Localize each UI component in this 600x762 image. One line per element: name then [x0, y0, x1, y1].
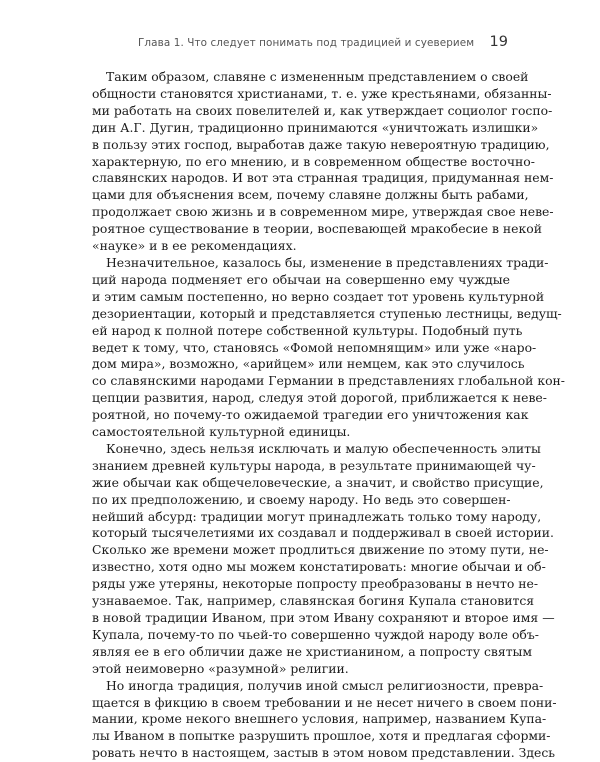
text-line: самостоятельной культурной единицы. [92, 424, 351, 440]
text-line: продолжает свою жизнь и в современном мире, утверждая свое неве- [92, 204, 554, 220]
text-line: в пользу этих господ, выработав даже такую невероятную традицию, [92, 136, 550, 152]
text-line: роятное существование в теории, воспевающей мракобесие в некой [92, 221, 542, 237]
paragraph [92, 69, 554, 255]
text-line: цами для объяснения всем, почему славяне должны быть рабами, [92, 187, 529, 203]
text-line: цепции развития, народ, следуя этой дорогой, приближается к неве- [92, 390, 547, 406]
text-line: ей народ к полной потере собственной культуры. Подобный путь [92, 322, 523, 338]
text-line: и этим самым постепенно, но верно создает тот уровень культурной [92, 288, 545, 304]
text-line: Таким образом, славяне с измененным представлением о своей [106, 69, 529, 84]
text-line: Конечно, здесь нельзя исключать и малую обеспеченность элиты [106, 440, 541, 456]
text-line: со славянскими народами Германии в представлениях глобальной кон- [92, 373, 565, 389]
text-line: мании, кроме некого внешнего условия, например, названием Купа- [92, 711, 547, 727]
text-line: ций народа подменяет его обычаи на совершенно ему чуждые [92, 271, 510, 287]
text-line: «науке» и в ее рекомендациях. [92, 238, 297, 254]
text-line: характерную, по его мнению, и в современном обществе восточно- [92, 153, 535, 169]
text-line: ряды уже утеряны, некоторые попросту преобразованы в нечто не- [92, 576, 539, 592]
text-line: ведет к тому, что, становясь «Фомой непомнящим» или уже «наро- [92, 339, 537, 355]
text-line: этой неимоверно «разумной» религии. [92, 660, 349, 676]
chapter-title: Глава 1. Что следует понимать под традицией и суеверием [138, 37, 475, 49]
text-line: роятной, но почему-то ожидаемой трагедии его уничтожения как [92, 407, 529, 423]
text-line: жие обычаи как общечеловеческие, а значит, и свойство присущие, [92, 474, 544, 490]
text-line: лы Иваном в попытке разрушить прошлое, хотя и предлагая сформи- [92, 728, 551, 744]
text-line: Незначительное, казалось бы, изменение в представлениях тради- [106, 254, 549, 270]
text-line: который тысячелетиями их создавал и поддерживал в своей истории. [92, 525, 554, 541]
text-line: узнаваемое. Так, например, славянская богиня Купала становится [92, 593, 535, 609]
text-line: дезориентации, который и представляется ступенью лестницы, ведущ- [92, 305, 562, 321]
text-line: в новой традиции Иваном, при этом Ивану сохраняют и второе имя — [92, 610, 555, 625]
text-line: знанием древней культуры народа, в результате принимающей чу- [92, 457, 536, 473]
text-line: дом мира», возможно, «арийцем» или немцем, как это случилось [92, 356, 525, 372]
text-line: известно, хотя одно мы можем констатировать: многие обычаи и об- [92, 559, 546, 575]
text-line: щается в фикцию в своем требовании и не несет ничего в своем пони- [92, 694, 557, 710]
text-line: Купала, почему-то по чьей-то совершенно чуждой народу воле объ- [92, 626, 539, 642]
text-line: Но иногда традиция, получив иной смысл религиозности, превра- [106, 677, 544, 693]
page-number: 19 [489, 34, 508, 50]
text-line: Сколько же времени может продлиться движение по этому пути, не- [92, 542, 549, 558]
text-line: ровать нечто в настоящем, застыв в этом новом представлении. Здесь [92, 745, 556, 761]
paragraph [92, 254, 565, 441]
text-line: ми работать на своих повелителей и, как утверждает социолог госпо- [92, 102, 553, 118]
body-text [92, 69, 565, 762]
text-line: общности становятся христианами, т. е. уже крестьянами, обязанны- [92, 85, 552, 101]
text-line: по их предположению, и своему народу. Но ведь это совершен- [92, 491, 511, 507]
running-header [92, 34, 508, 56]
text-line: являя ее в его обличии даже не христианином, а попросту святым [92, 643, 533, 659]
paragraph [92, 677, 557, 762]
text-line: славянских народов. И вот эта странная традиция, придуманная нем- [92, 170, 554, 186]
text-line: дин А.Г. Дугин, традиционно принимаются «уничтожать излишки» [92, 119, 539, 135]
paragraph [92, 440, 555, 678]
text-line: нейший абсурд: традиции могут принадлежать только тому народу, [92, 508, 542, 524]
